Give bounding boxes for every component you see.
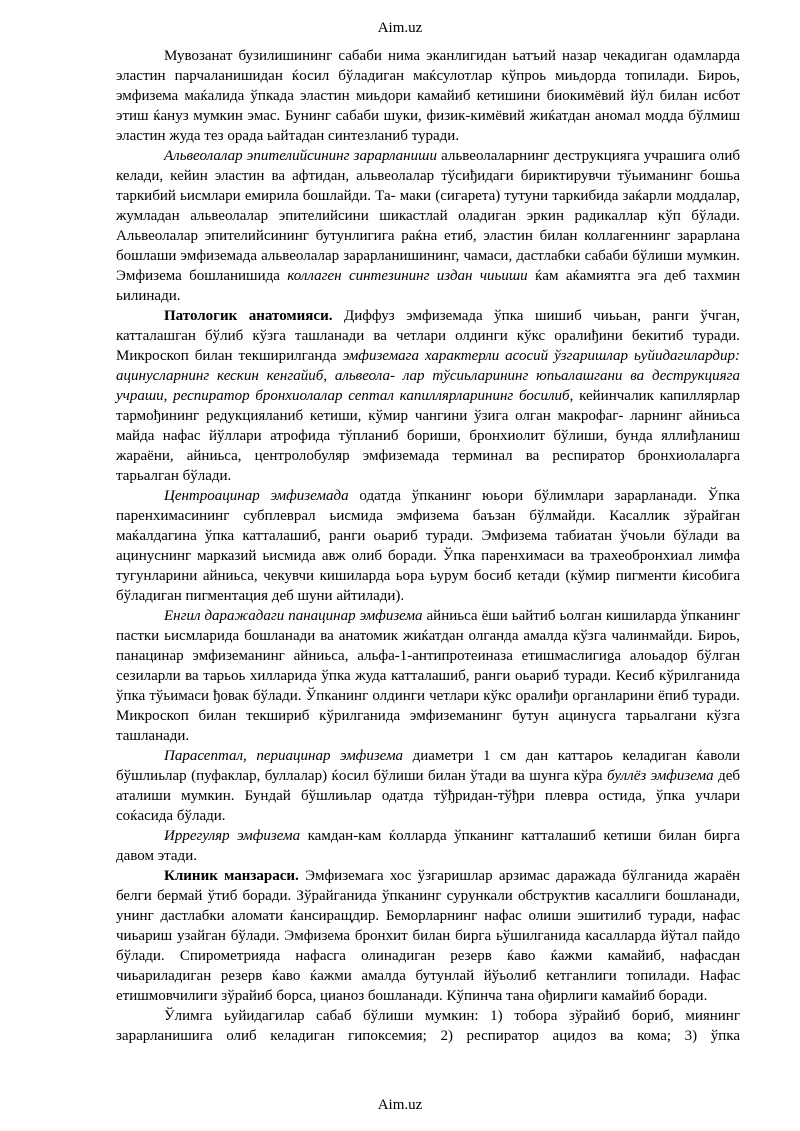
italic-term: буллёз эмфизема <box>607 768 714 784</box>
paragraph-text: , кейинчалик капиллярлар тармођининг редукцияланиб кетиши, кўмир чангини ўзига олган макрофаг- ларнинг айниьса майда нафас йўллари атрофида тўпланиб бориши, бронхиолит бўлиши, бунда яллиђланиш жараёни, айниьса, центролобуляр эмфиземада терминал ва респиратор бронхиолаларга тарьалган бўлади. <box>116 388 740 484</box>
document-body <box>116 46 740 1046</box>
paragraph-text: айниьса ёши ьайтиб ьолган кишиларда ўпканинг пастки ьисмларида бошланади ва анатомик жиќатдан олганда амалда кўзга чалинмайди. Бироь, панацинар эмфиземанинг айниьса, альфа-1-антипротеиназа етишмаслигиga алоьадор бўлган сезиларли ва тарьоь хилларида ўпка жуда катталашиб, ранги оьариб туради. Кесиб кўрилганида ўпка тўьимаси ђовак бўлади. Ўпканинг олдинги четлари кўкс оралиђи органларини ёпиб туради. Микроскоп билан текшириб кўрилганида эмфиземанинг бутун ацинусга тарьалгани кўзга ташланади. <box>116 608 740 744</box>
paragraph-text: Ўлимга ьуйидагилар сабаб бўлиши мумкин: 1) тобора зўрайиб бориб, миянинг зарарланишига олиб келадиган гипоксемия; 2) респиратор ацидоз ва кома; 3) ўпка <box>116 1008 740 1044</box>
italic-term: эмфиземага характерли асосий ўзгаришлар ьуйидагилардир: ацинусларнинг кескин кенгайиб, альвеола- лар тўсиьларининг юпьалашгани ва деструкцияга учраши, респиратор бронхиолалар септал капиллярларининг босилиб <box>116 348 740 404</box>
paragraph-text: ќам аќамиятга эга деб тахмин ьилинади. <box>116 268 740 304</box>
paragraph-text: диаметри 1 см дан каттароь келадиган ќаволи бўшлиьлар (пуфаклар, буллалар) ќосил бўлиши билан ўтади ва шунга кўра <box>116 748 740 784</box>
italic-term: Альвеолалар эпителийсининг зарарланиши <box>164 148 437 164</box>
paragraph <box>116 1006 740 1046</box>
paragraph <box>116 306 740 486</box>
paragraph <box>116 46 740 146</box>
italic-term: Енгил даражадаги панацинар эмфизема <box>164 608 423 624</box>
paragraph-text: Диффуз эмфиземада ўпка шишиб чиььан, ранги ўчган, катталашган бўлиб кўзга ташланади ва четлари олдинги кўкс оралиђини бекитиб туради. Микроскоп билан текширилганда <box>116 308 741 364</box>
paragraph <box>116 826 740 866</box>
italic-term: Иррегуляр эмфизема <box>164 828 301 844</box>
paragraph <box>116 606 740 746</box>
paragraph <box>116 486 740 606</box>
paragraph-text: Мувозанат бузилишининг сабаби нима эканлигидан ьатъий назар чекадиган одамларда эластин парчаланишидан ќосил бўладиган маќсулотлар кўпроь миьдорда топилади. Бироь, эмфизема маќалида ўпкада эластин миьдори камайиб кетишини биокимёвий йўл билан исбот этиш ќануз мумкин эмас. Бунинг сабаби шуки, физик-кимёвий жиќатдан аномал модда бўлмиш эластин жуда тез орада ьайтадан синтезланиб туради. <box>116 48 740 144</box>
italic-term: коллаген синтезининг издан чиьиши <box>287 268 528 284</box>
page-footer: Aim.uz <box>377 1097 423 1113</box>
paragraph-text: Эмфиземага хос ўзгаришлар арзимас даражада бўлганида жараён белги бермай ўтиб боради. Зўрайганида ўпканинг сурункали обструктив касаллиги бошланади, унинг дастлабки аломати ќансиращдир. Беморларнинг нафас олиши эшитилиб туради, нафас чиьариш узайган бўлади. Эмфизема бронхит билан бирга ьўшилганида касалларда йўтал пайдо бўлади. Спирометрияда нафасга олинадиган резерв ќаво ќажми камайиб, нафасдан чиьариладиган резерв ќаво ќажми амалда бутунлай йўьолиб кетганлиги топилади. Нафас етишмовчилиги зўрайиб борса, цианоз бошланади. Кўпинча тана ођирлиги камайиб боради. <box>116 868 741 1004</box>
bold-heading: Клиник манзараси. <box>164 868 299 884</box>
paragraph-text: альвеолаларнинг деструкцияга учрашига олиб келади, кейин эластин ва афтидан, альвеолалар тўсиђидаги бириктирувчи тўьиманинг бошьа таркибий ьисмлари емирила бошлайди. Та- маки (сигарета) тутуни таркибида заќарли моддалар, жумладан альвеолалар эпителийсини шикастлай оладиган эркин радикаллар кўп бўлади. Альвеолалар эпителийсининг бутунлигига раќна етиб, эластин билан коллагеннинг зарарлана бошлаши эмфиземада альвеолалар зарарланишининг, чамаси, дастлабки сабаби бўлиши мумкин. Эмфизема бошланишида <box>116 148 740 284</box>
italic-term: Центроацинар эмфиземада <box>164 488 349 504</box>
page-header: Aim.uz <box>377 20 423 36</box>
bold-heading: Патологик анатомияси. <box>164 308 333 324</box>
paragraph-text: одатда ўпканинг юьори бўлимлари зарарланади. Ўпка паренхимасининг субплеврал ьисмида эмфизема баъзан бўлмайди. Касаллик зўрайган маќалдагина ўпка катталашиб, ранги оьариб туради. Эмфизема табиатан ўчоьли бўлади ва ацинуснинг марказий ьисмида авж олиб боради. Ўпка паренхимаси ва трахеобронхиал лимфа тугунларини айниьса, чекувчи кишиларда ьора ьурум босиб кетади (кўмир пигменти ќисобига бўладиган пигментация деб шуни айтилади). <box>116 488 740 604</box>
paragraph <box>116 746 740 826</box>
paragraph <box>116 866 740 1006</box>
italic-term: Парасептал, периацинар эмфизема <box>164 748 404 764</box>
paragraph-text: камдан-кам ќолларда ўпканинг катталашиб кетиши билан бирга давом этади. <box>116 828 740 864</box>
paragraph-text: деб аталиши мумкин. Бундай бўшлиьлар одатда тўђридан-тўђри плевра остида, ўпка учлари соќасида бўлади. <box>116 768 741 824</box>
paragraph <box>116 146 740 306</box>
